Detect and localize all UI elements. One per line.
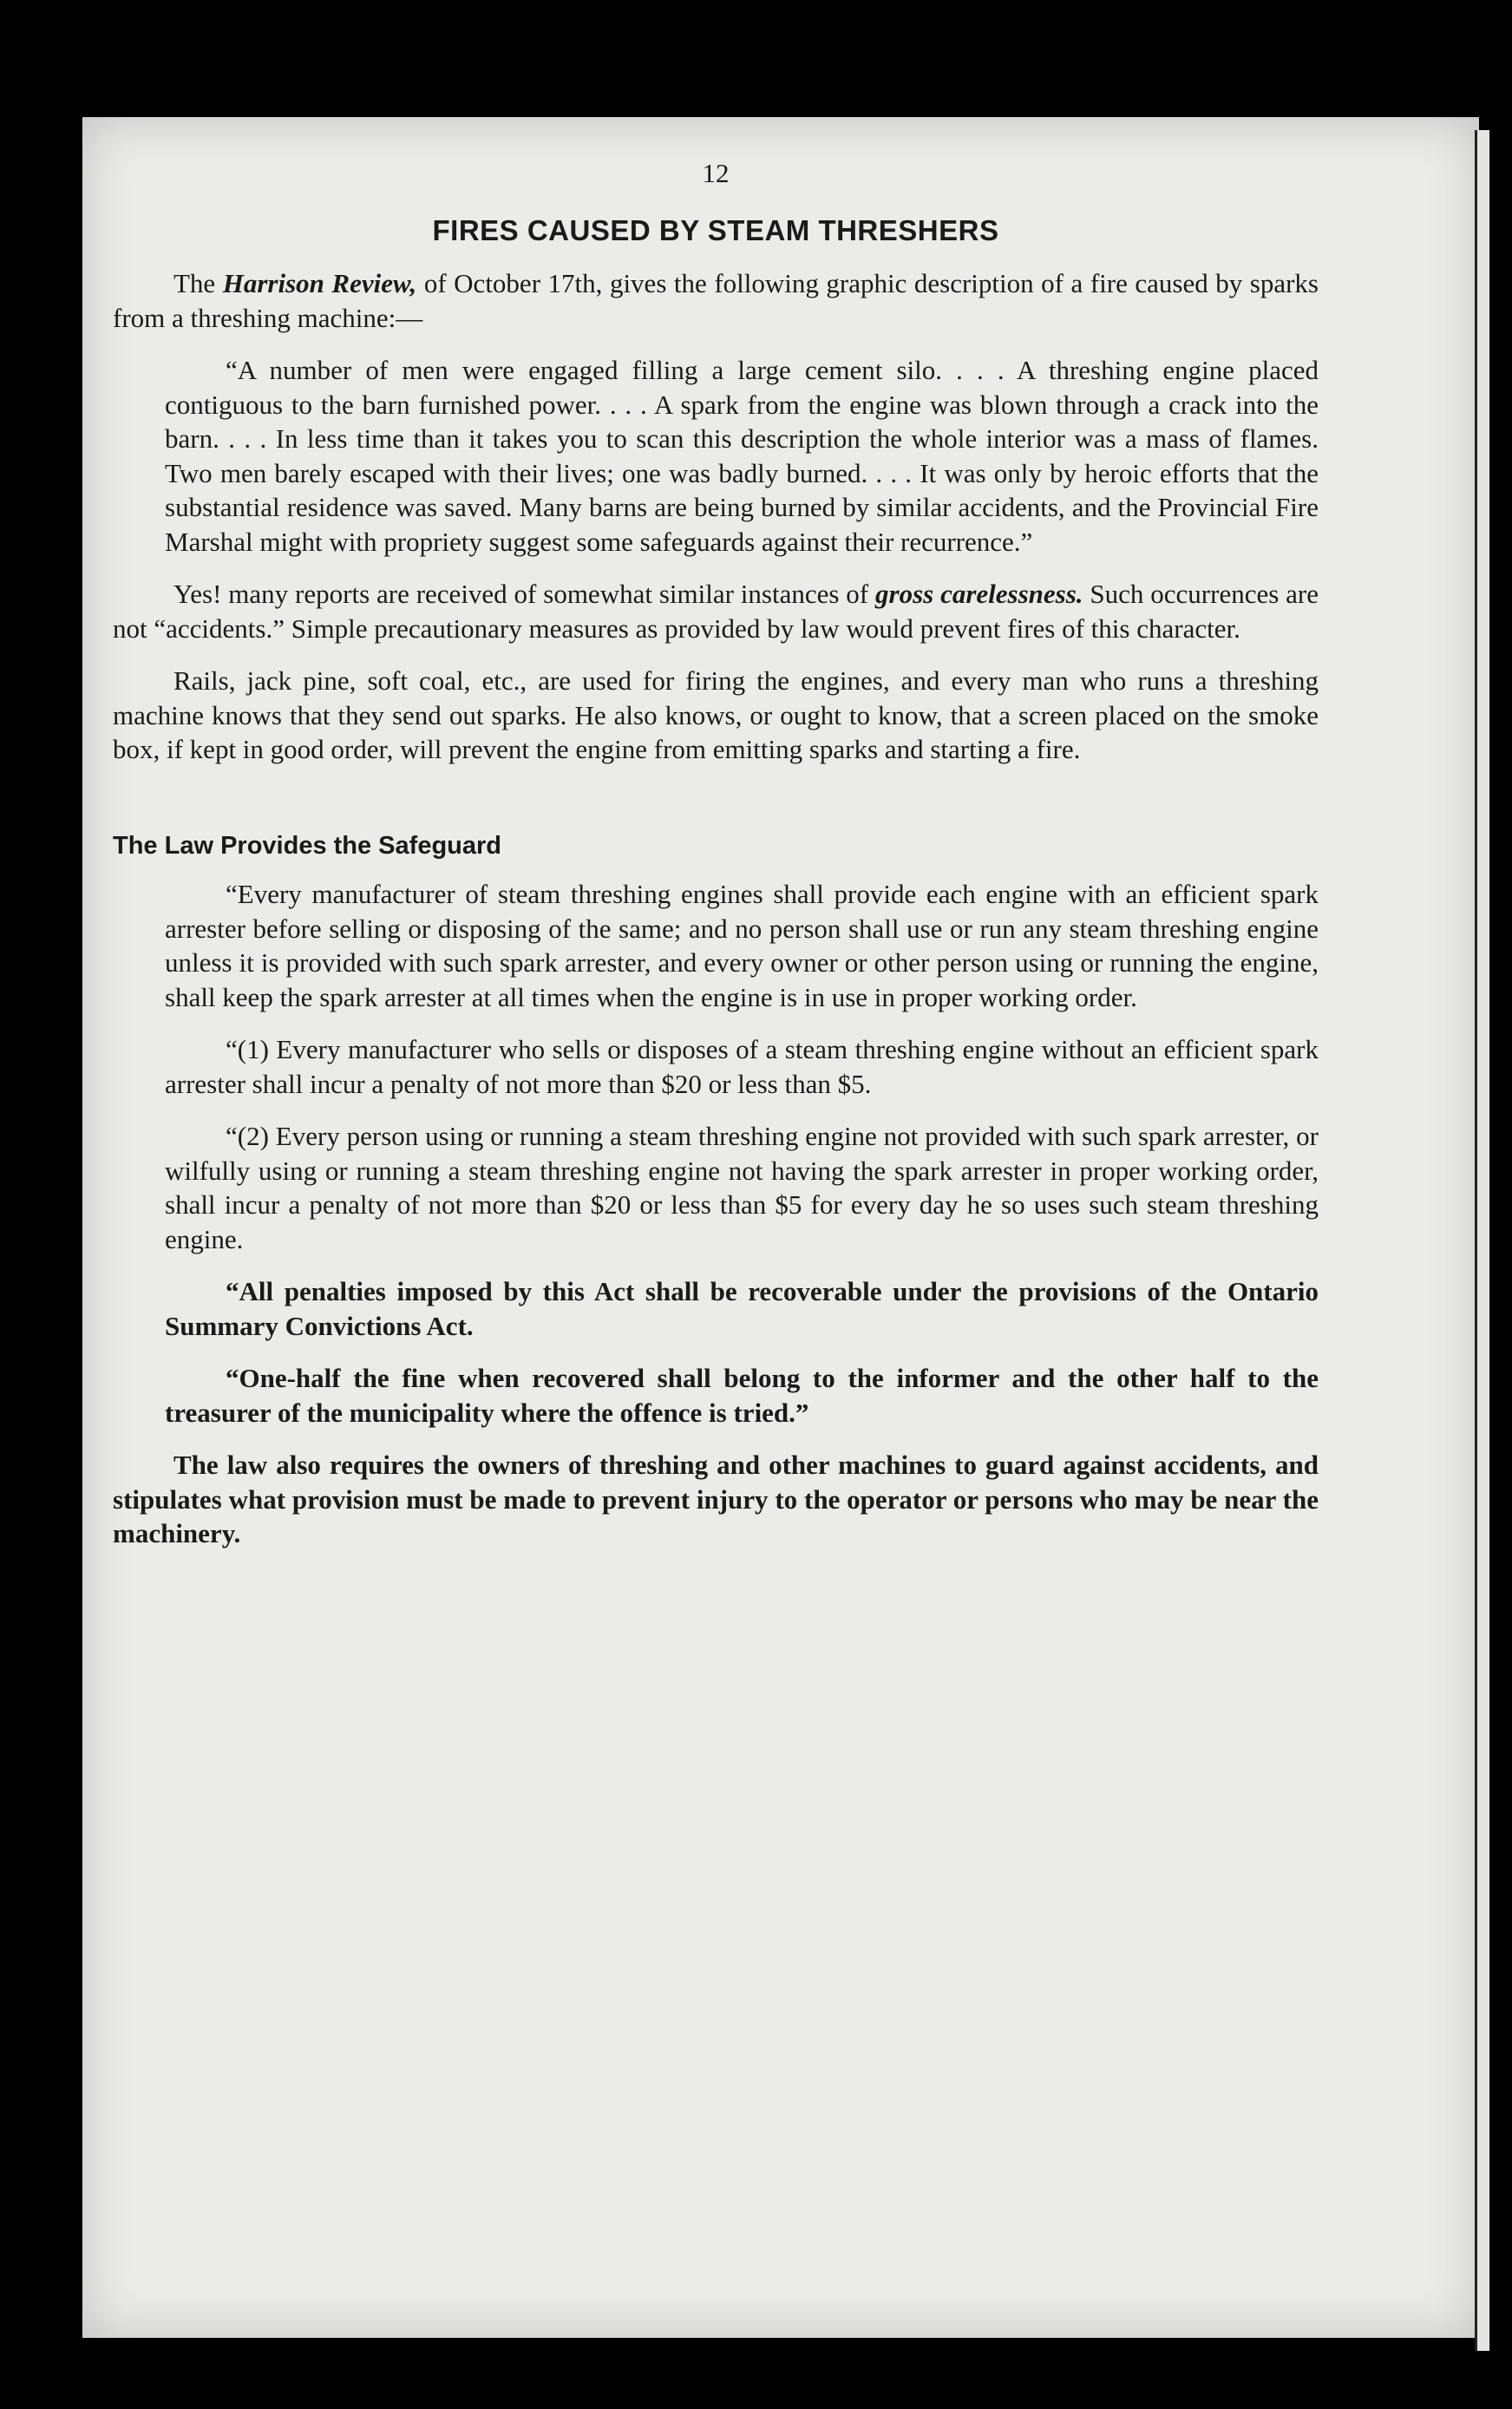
carelessness-before: Yes! many reports are received of somewhat similar instances of (173, 579, 875, 609)
closing-paragraph: The law also requires the owners of threshing and other machines to guard against accidents, and stipulates what provision must be made to prevent injury to the operator or persons who may be near the machinery. (113, 1450, 1319, 1548)
section-heading: The Law Provides the Safeguard (113, 831, 501, 860)
carelessness-after: Such occurrences are not “accidents.” Simple precautionary measures as provided by law would prevent fires of this character. (113, 579, 1319, 644)
law-clause-2: “(2) Every person using or running a steam threshing engine not provided with such spark arrester, or wilfully using or running a steam threshing engine not having the spark arrester in proper working order, shall incur a penalty of not more than $20 or less than $5 for every day he so uses such steam threshing engine. (165, 1121, 1319, 1254)
law-clause-penalties: “All penalties imposed by this Act shall be recoverable under the provisions of the Ontario Summary Convictions Act. (165, 1276, 1319, 1341)
publication-name: Harrison Review, (222, 268, 417, 298)
newspaper-quote: “A number of men were engaged filling a large cement silo. . . . A threshing engine placed contiguous to the barn furnished power. . . . A spark from the engine was blown through a crack into the barn. . . . In less time than it takes you to scan this description the whole interior was a mass of flames. Two men barely escaped with their lives; one was badly burned. . . . It was only by heroic efforts that the substantial residence was saved. Many barns are being burned by similar accidents, and the Provincial Fire Marshal might with propriety suggest some safeguards against their recurrence.” (165, 355, 1319, 557)
page-title: FIRES CAUSED BY STEAM THRESHERS (432, 213, 999, 246)
page-number: 12 (702, 158, 730, 188)
fuel-paragraph: Rails, jack pine, soft coal, etc., are used for firing the engines, and every man who runs a threshing machine knows that they send out sparks. He also knows, or ought to know, that a screen placed on the smoke box, if kept in good order, will prevent the engine from emitting sparks and starting a fire. (113, 665, 1319, 764)
page-text (113, 156, 1319, 1569)
law-clause-fine: “One-half the fine when recovered shall belong to the informer and the other half to the treasurer of the municipality where the offence is tried.” (165, 1363, 1319, 1428)
law-clause-1: “(1) Every manufacturer who sells or disposes of a steam threshing engine without an efficient spark arrester shall incur a penalty of not more than $20 or less than $5. (165, 1034, 1319, 1099)
intro-paragraph (113, 266, 1319, 335)
carelessness-emphasis: gross carelessness. (875, 579, 1083, 609)
carelessness-paragraph (113, 577, 1319, 645)
intro-after: of October 17th, gives the following graphic description of a fire caused by sparks from a threshing machine:— (113, 268, 1319, 333)
page-edge (1475, 130, 1489, 2351)
law-clause-general: “Every manufacturer of steam threshing engines shall provide each engine with an efficient spark arrester before selling or disposing of the same; and no person shall use or run any steam threshing engine unless it is provided with such spark arrester, and every owner or other person using or running the engine, shall keep the spark arrester at all times when the engine is in use in proper working order. (165, 879, 1319, 1012)
intro-before: The (173, 268, 223, 298)
